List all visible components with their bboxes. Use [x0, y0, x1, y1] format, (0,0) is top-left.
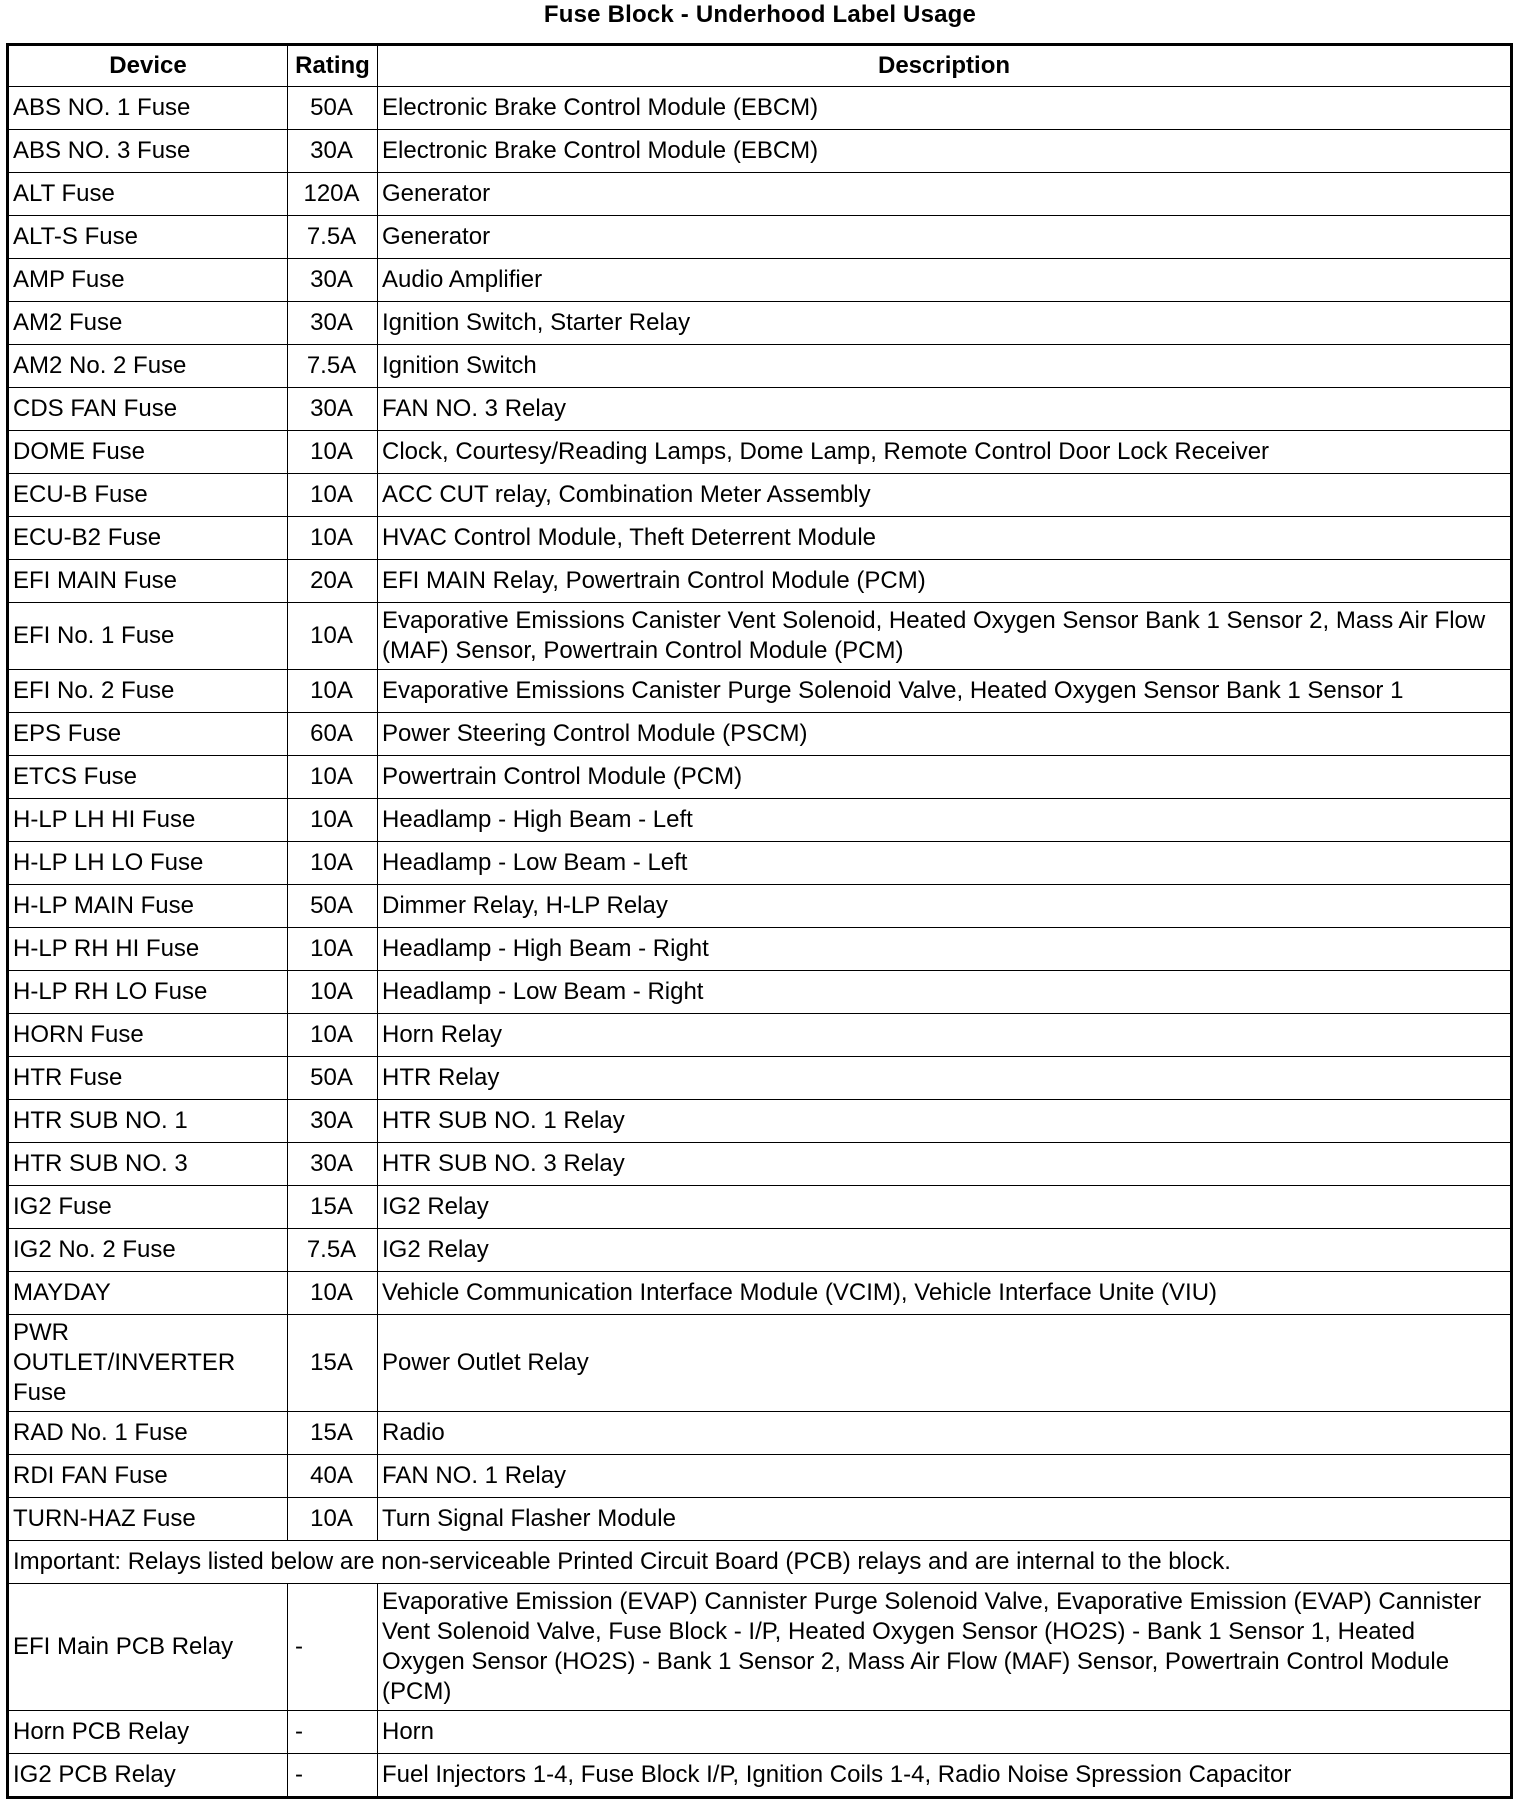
table-row: [8, 345, 1512, 388]
rating-cell: 10A: [288, 1272, 378, 1315]
device-cell: PWR OUTLET/INVERTER Fuse: [8, 1315, 288, 1412]
description-cell: Electronic Brake Control Module (EBCM): [378, 130, 1512, 173]
description-cell: HVAC Control Module, Theft Deterrent Module: [378, 517, 1512, 560]
device-cell: H-LP RH LO Fuse: [8, 971, 288, 1014]
table-row: [8, 1014, 1512, 1057]
device-cell: EFI No. 1 Fuse: [8, 603, 288, 670]
description-cell: Fuel Injectors 1-4, Fuse Block I/P, Ignition Coils 1-4, Radio Noise Spression Capacitor: [378, 1754, 1512, 1798]
device-cell: IG2 PCB Relay: [8, 1754, 288, 1798]
device-cell: HORN Fuse: [8, 1014, 288, 1057]
note-row: [8, 1541, 1512, 1584]
relay-row: [8, 1584, 1512, 1711]
header-rating: Rating: [288, 45, 378, 87]
header-row: [8, 45, 1512, 87]
description-cell: ACC CUT relay, Combination Meter Assembly: [378, 474, 1512, 517]
device-cell: Horn PCB Relay: [8, 1711, 288, 1754]
rating-cell: -: [288, 1754, 378, 1798]
rating-cell: 10A: [288, 1014, 378, 1057]
device-cell: MAYDAY: [8, 1272, 288, 1315]
rating-cell: 10A: [288, 670, 378, 713]
device-cell: H-LP MAIN Fuse: [8, 885, 288, 928]
header-description: Description: [378, 45, 1512, 87]
device-cell: EFI No. 2 Fuse: [8, 670, 288, 713]
device-cell: HTR SUB NO. 3: [8, 1143, 288, 1186]
table-row: [8, 173, 1512, 216]
rating-cell: -: [288, 1584, 378, 1711]
description-cell: HTR Relay: [378, 1057, 1512, 1100]
header-device: Device: [8, 45, 288, 87]
table-row: [8, 713, 1512, 756]
description-cell: Power Outlet Relay: [378, 1315, 1512, 1412]
rating-cell: 60A: [288, 713, 378, 756]
description-cell: Horn Relay: [378, 1014, 1512, 1057]
device-cell: ECU-B Fuse: [8, 474, 288, 517]
description-cell: Clock, Courtesy/Reading Lamps, Dome Lamp, Remote Control Door Lock Receiver: [378, 431, 1512, 474]
table-row: [8, 517, 1512, 560]
rating-cell: 7.5A: [288, 1229, 378, 1272]
description-cell: Evaporative Emission (EVAP) Cannister Purge Solenoid Valve, Evaporative Emission (EVAP) Cannister Vent Solenoid Valve, Fuse Block - I/P, Heated Oxygen Sensor (HO2S) - Bank 1 Sensor 1, Heated Oxygen Sensor (HO2S) - Bank 1 Sensor 2, Mass Air Flow (MAF) Sensor, Powertrain Control Module (PCM): [378, 1584, 1512, 1711]
rating-cell: 10A: [288, 431, 378, 474]
rating-cell: 30A: [288, 302, 378, 345]
device-cell: EPS Fuse: [8, 713, 288, 756]
rating-cell: 7.5A: [288, 345, 378, 388]
rating-cell: 50A: [288, 885, 378, 928]
table-row: [8, 259, 1512, 302]
table-row: [8, 388, 1512, 431]
rating-cell: 20A: [288, 560, 378, 603]
rating-cell: 10A: [288, 928, 378, 971]
description-cell: Generator: [378, 216, 1512, 259]
description-cell: Vehicle Communication Interface Module (VCIM), Vehicle Interface Unite (VIU): [378, 1272, 1512, 1315]
description-cell: Evaporative Emissions Canister Vent Solenoid, Heated Oxygen Sensor Bank 1 Sensor 2, Mass Air Flow (MAF) Sensor, Powertrain Control Module (PCM): [378, 603, 1512, 670]
description-cell: FAN NO. 1 Relay: [378, 1455, 1512, 1498]
description-cell: Horn: [378, 1711, 1512, 1754]
device-cell: EFI Main PCB Relay: [8, 1584, 288, 1711]
table-row: [8, 1143, 1512, 1186]
device-cell: ALT Fuse: [8, 173, 288, 216]
device-cell: HTR Fuse: [8, 1057, 288, 1100]
table-row: [8, 928, 1512, 971]
rating-cell: 7.5A: [288, 216, 378, 259]
description-cell: FAN NO. 3 Relay: [378, 388, 1512, 431]
device-cell: TURN-HAZ Fuse: [8, 1498, 288, 1541]
device-cell: EFI MAIN Fuse: [8, 560, 288, 603]
table-row: [8, 1229, 1512, 1272]
rating-cell: 120A: [288, 173, 378, 216]
table-row: [8, 756, 1512, 799]
table-header: [8, 45, 1512, 87]
rating-cell: 10A: [288, 474, 378, 517]
description-cell: Evaporative Emissions Canister Purge Solenoid Valve, Heated Oxygen Sensor Bank 1 Sensor 1: [378, 670, 1512, 713]
table-row: [8, 302, 1512, 345]
description-cell: Generator: [378, 173, 1512, 216]
description-cell: Power Steering Control Module (PSCM): [378, 713, 1512, 756]
table-row: [8, 1315, 1512, 1412]
rating-cell: 30A: [288, 1143, 378, 1186]
rating-cell: 50A: [288, 87, 378, 130]
device-cell: ECU-B2 Fuse: [8, 517, 288, 560]
device-cell: CDS FAN Fuse: [8, 388, 288, 431]
device-cell: H-LP LH HI Fuse: [8, 799, 288, 842]
table-row: [8, 560, 1512, 603]
rating-cell: 10A: [288, 799, 378, 842]
description-cell: IG2 Relay: [378, 1186, 1512, 1229]
device-cell: RAD No. 1 Fuse: [8, 1412, 288, 1455]
rating-cell: 30A: [288, 259, 378, 302]
important-note: Important: Relays listed below are non-serviceable Printed Circuit Board (PCB) relays and are internal to the block.: [8, 1541, 1512, 1584]
device-cell: RDI FAN Fuse: [8, 1455, 288, 1498]
table-row: [8, 842, 1512, 885]
device-cell: IG2 Fuse: [8, 1186, 288, 1229]
description-cell: Ignition Switch, Starter Relay: [378, 302, 1512, 345]
device-cell: IG2 No. 2 Fuse: [8, 1229, 288, 1272]
table-row: [8, 1100, 1512, 1143]
table-row: [8, 474, 1512, 517]
description-cell: Ignition Switch: [378, 345, 1512, 388]
device-cell: ABS NO. 1 Fuse: [8, 87, 288, 130]
rating-cell: 30A: [288, 130, 378, 173]
rating-cell: 15A: [288, 1315, 378, 1412]
description-cell: Headlamp - Low Beam - Right: [378, 971, 1512, 1014]
device-cell: ABS NO. 3 Fuse: [8, 130, 288, 173]
table-row: [8, 1186, 1512, 1229]
description-cell: IG2 Relay: [378, 1229, 1512, 1272]
description-cell: Turn Signal Flasher Module: [378, 1498, 1512, 1541]
description-cell: Headlamp - High Beam - Left: [378, 799, 1512, 842]
fuse-table: [6, 43, 1513, 1799]
description-cell: Headlamp - Low Beam - Left: [378, 842, 1512, 885]
description-cell: Audio Amplifier: [378, 259, 1512, 302]
rating-cell: 30A: [288, 1100, 378, 1143]
table-row: [8, 1272, 1512, 1315]
device-cell: AM2 Fuse: [8, 302, 288, 345]
rating-cell: 10A: [288, 1498, 378, 1541]
table-row: [8, 1498, 1512, 1541]
rating-cell: 10A: [288, 756, 378, 799]
table-row: [8, 971, 1512, 1014]
description-cell: EFI MAIN Relay, Powertrain Control Module (PCM): [378, 560, 1512, 603]
device-cell: AM2 No. 2 Fuse: [8, 345, 288, 388]
rating-cell: 15A: [288, 1412, 378, 1455]
table-row: [8, 87, 1512, 130]
description-cell: Powertrain Control Module (PCM): [378, 756, 1512, 799]
rating-cell: 15A: [288, 1186, 378, 1229]
relay-row: [8, 1754, 1512, 1798]
document-title: Fuse Block - Underhood Label Usage: [543, 1, 977, 28]
device-cell: ETCS Fuse: [8, 756, 288, 799]
table-row: [8, 670, 1512, 713]
description-cell: Headlamp - High Beam - Right: [378, 928, 1512, 971]
relay-row: [8, 1711, 1512, 1754]
device-cell: AMP Fuse: [8, 259, 288, 302]
device-cell: ALT-S Fuse: [8, 216, 288, 259]
table-row: [8, 1057, 1512, 1100]
table-row: [8, 431, 1512, 474]
table-body: [8, 87, 1512, 1798]
table-row: [8, 216, 1512, 259]
device-cell: H-LP RH HI Fuse: [8, 928, 288, 971]
rating-cell: 10A: [288, 842, 378, 885]
rating-cell: 30A: [288, 388, 378, 431]
table-row: [8, 885, 1512, 928]
table-row: [8, 130, 1512, 173]
description-cell: Electronic Brake Control Module (EBCM): [378, 87, 1512, 130]
rating-cell: -: [288, 1711, 378, 1754]
description-cell: Dimmer Relay, H-LP Relay: [378, 885, 1512, 928]
table-row: [8, 1412, 1512, 1455]
rating-cell: 50A: [288, 1057, 378, 1100]
device-cell: H-LP LH LO Fuse: [8, 842, 288, 885]
table-row: [8, 603, 1512, 670]
rating-cell: 10A: [288, 971, 378, 1014]
rating-cell: 10A: [288, 517, 378, 560]
rating-cell: 10A: [288, 603, 378, 670]
description-cell: Radio: [378, 1412, 1512, 1455]
description-cell: HTR SUB NO. 3 Relay: [378, 1143, 1512, 1186]
device-cell: DOME Fuse: [8, 431, 288, 474]
table-row: [8, 799, 1512, 842]
device-cell: HTR SUB NO. 1: [8, 1100, 288, 1143]
table-row: [8, 1455, 1512, 1498]
rating-cell: 40A: [288, 1455, 378, 1498]
description-cell: HTR SUB NO. 1 Relay: [378, 1100, 1512, 1143]
